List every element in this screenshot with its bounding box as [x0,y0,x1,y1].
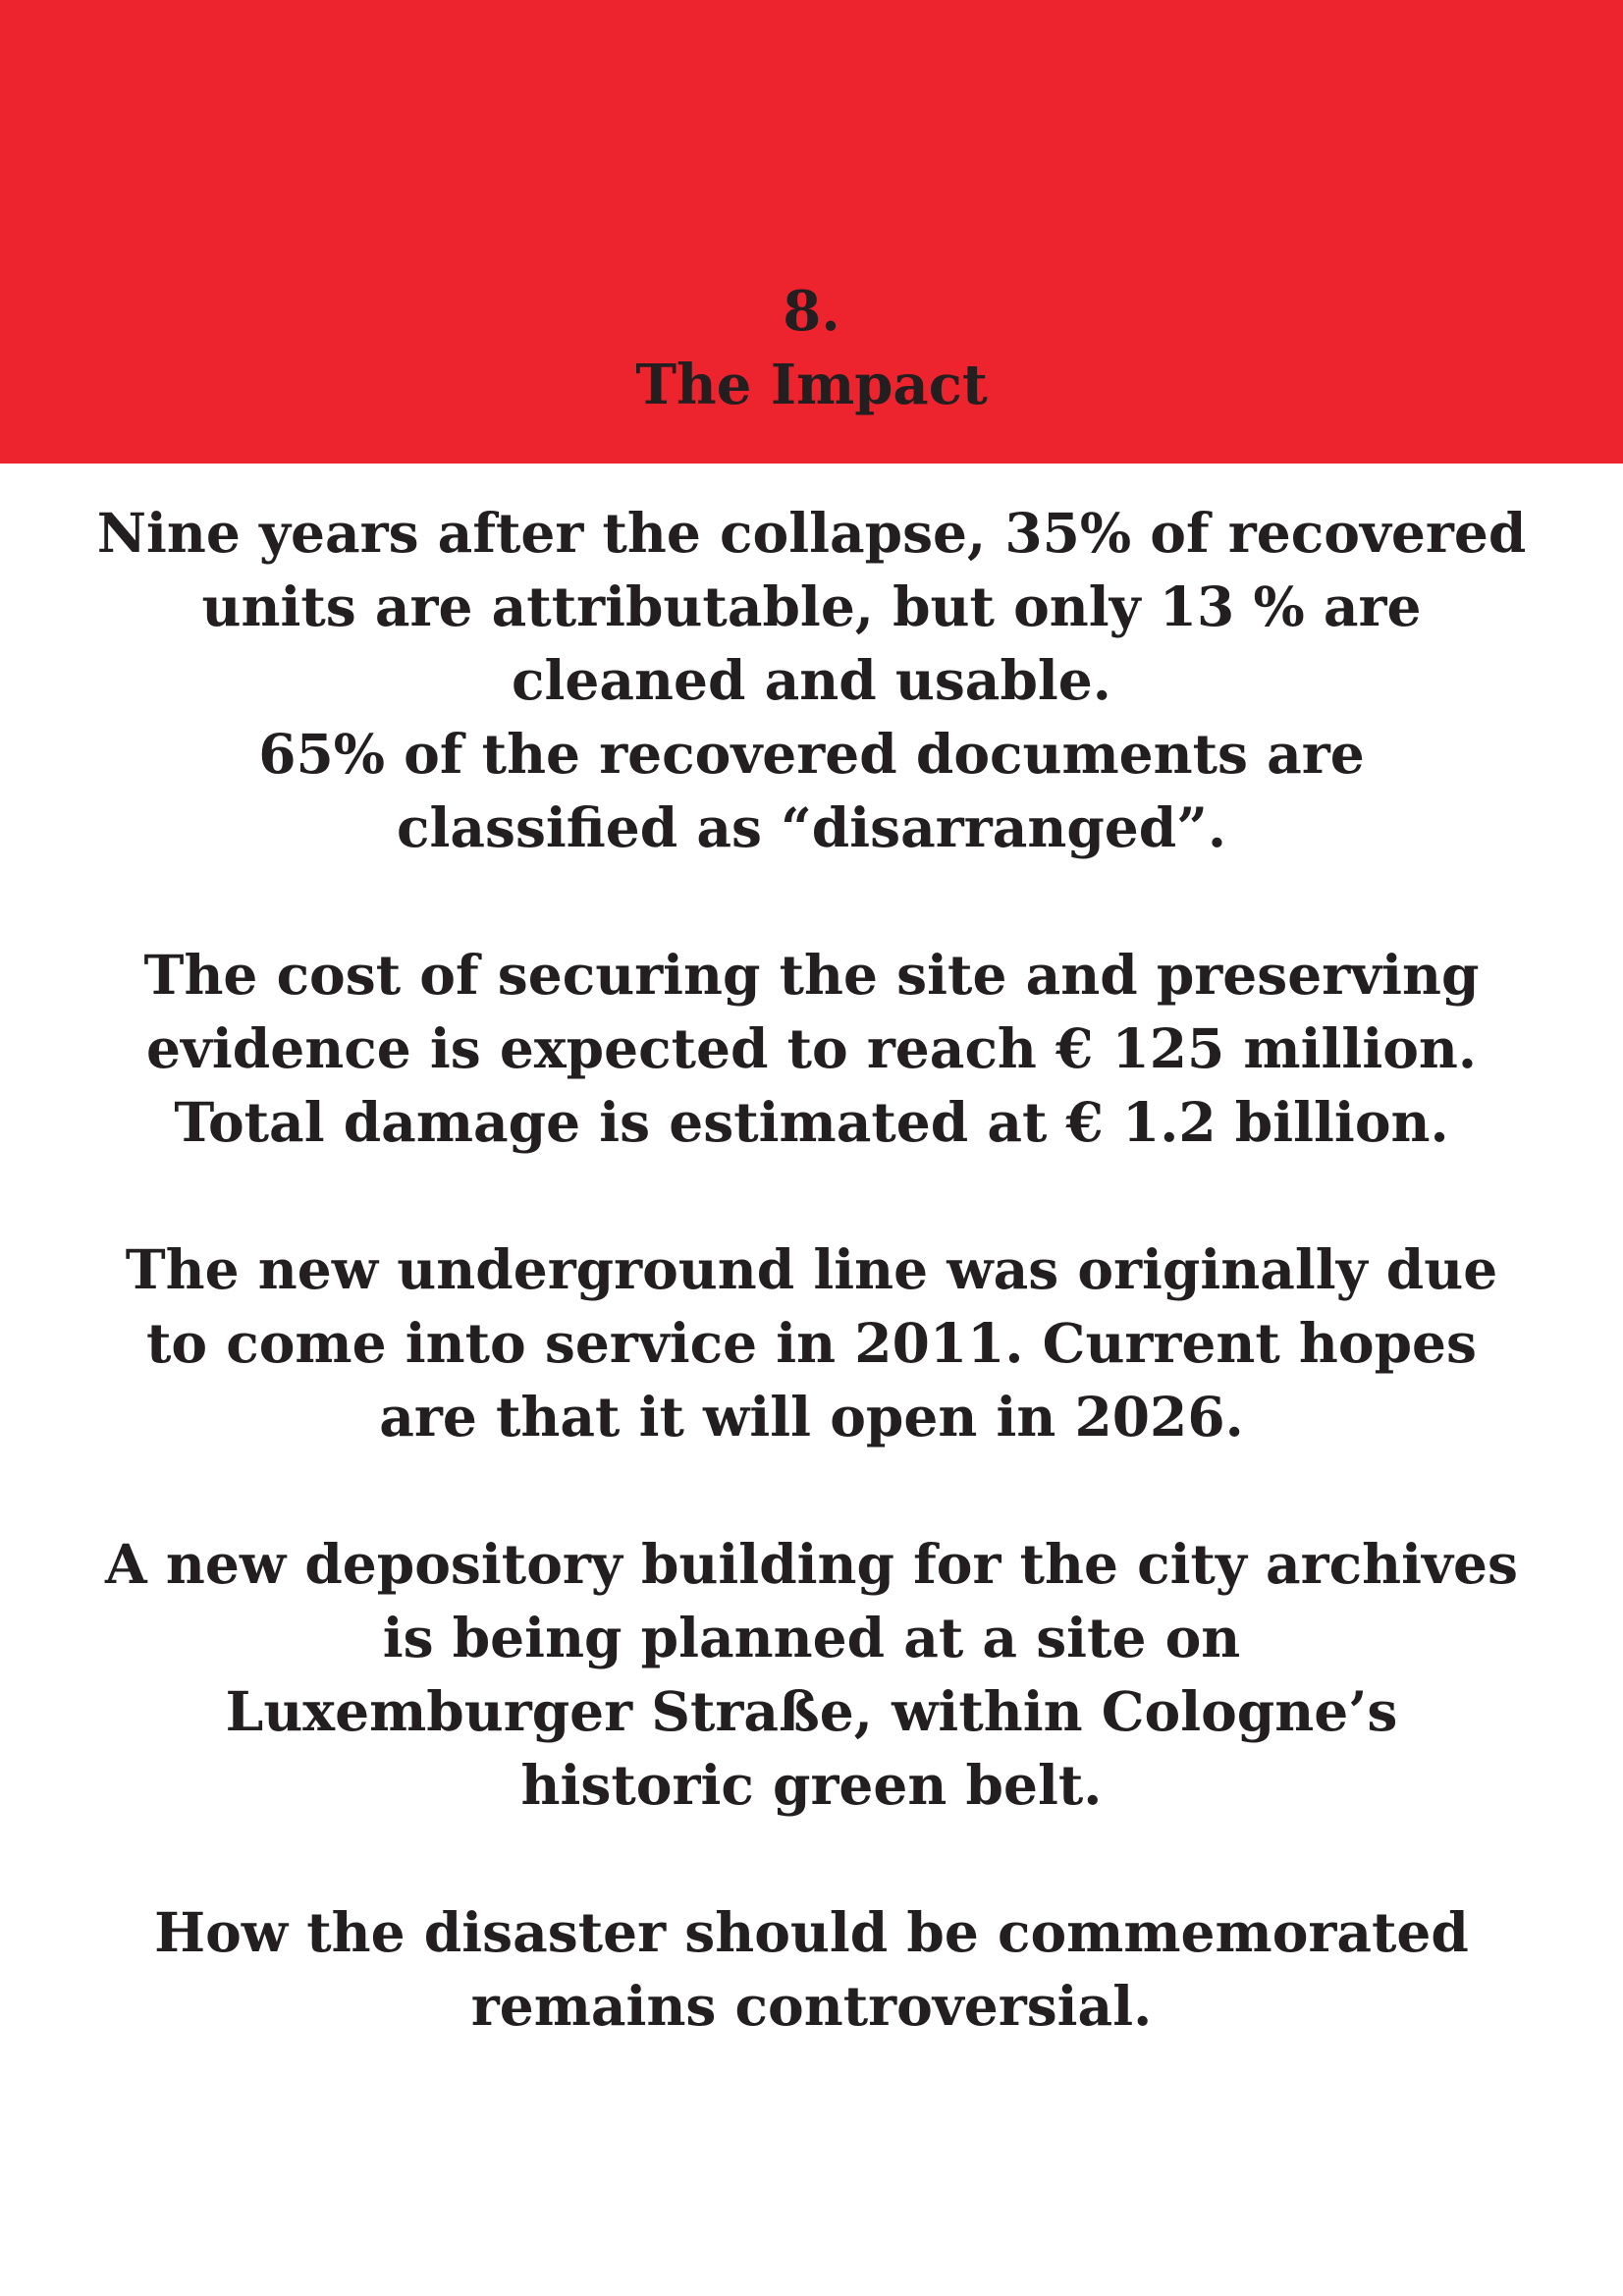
text-line: The cost of securing the site and preserving [143,943,1480,1007]
text-line: evidence is expected to reach € 125 million. [145,1016,1478,1080]
text-line: Total damage is estimated at € 1.2 billion. [174,1090,1449,1154]
text-line: historic green belt. [520,1753,1103,1817]
text-line: cleaned and usable. [512,648,1111,712]
paragraph-commemoration [59,1895,1564,2043]
paragraph-underground-line [59,1232,1564,1453]
section-number: 8. [783,279,840,344]
text-line: Nine years after the collapse, 35% of recovered [96,501,1527,565]
text-line: are that it will open in 2026. [379,1385,1244,1449]
text-line: The new underground line was originally due [125,1237,1498,1301]
paragraph-recovery-stats [59,496,1564,864]
page-heading [0,275,1623,422]
text-line: 65% of the recovered documents are [258,722,1365,786]
text-line: How the disaster should be commemorated [154,1900,1469,1964]
body-text [59,496,1564,2043]
text-line: A new depository building for the city archives [105,1532,1518,1596]
text-line: to come into service in 2011. Current hopes [145,1311,1478,1375]
paragraph-costs [59,938,1564,1159]
page-title: The Impact [635,353,988,417]
text-line: remains controversial. [470,1974,1153,2038]
text-line: Luxemburger Straße, within Cologne’s [225,1679,1398,1743]
paragraph-depository [59,1527,1564,1822]
text-line: units are attributable, but only 13 % are [201,574,1422,638]
text-line: is being planned at a site on [382,1606,1241,1669]
text-line: classified as “disarranged”. [396,795,1227,859]
